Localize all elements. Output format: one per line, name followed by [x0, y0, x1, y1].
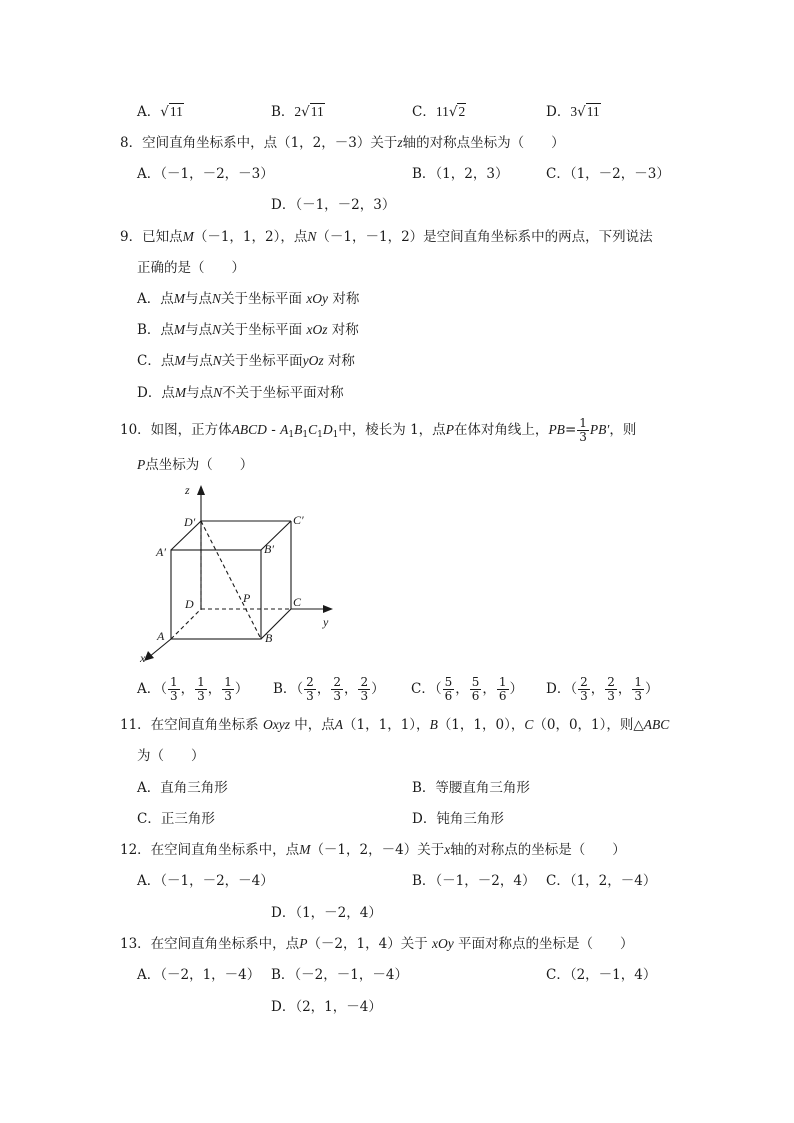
q9-option-a[interactable]: A．点M与点N关于坐标平面 xOy 对称	[137, 291, 360, 307]
label-b: B	[265, 631, 273, 645]
q7-option-b[interactable]: B．2√11	[271, 104, 324, 120]
q9-option-d[interactable]: D．点M与点N不关于坐标平面对称	[137, 385, 344, 401]
q13-option-d[interactable]: D．（2，1，－4）	[271, 999, 382, 1015]
q9-option-c[interactable]: C．点M与点N关于坐标平面yOz 对称	[137, 353, 355, 369]
q8-option-a[interactable]: A．（－1，－2，－3）	[137, 166, 274, 182]
fraction: $\frac{1}{3}$	[579, 416, 587, 444]
q7-option-d[interactable]: D．3√11	[546, 104, 600, 120]
q12-option-a[interactable]: A．（－1，－2，－4）	[137, 873, 274, 889]
q10-option-b[interactable]: B．（ $\frac{2}{3}$ ， $\frac{2}{3}$ ， $\frac{2}{3}$ ）	[273, 675, 385, 703]
q8-stem: 8．空间直角坐标系中，点（1，2，－3）关于z轴的对称点坐标为（ ）	[120, 135, 565, 151]
label-p: P	[243, 591, 251, 605]
q13-option-a[interactable]: A．（－2，1，－4）	[137, 967, 261, 983]
q13-option-c[interactable]: C．（2，－1，4）	[546, 967, 657, 983]
q11-stem: 11．在空间直角坐标系 Oxyz 中，点A（1，1，1），B（1，1，0），C（0，0，1），则△ABC	[120, 717, 670, 733]
q9-stem-line2: 正确的是（ ）	[137, 260, 245, 276]
label-x: x	[140, 651, 146, 665]
y-axis-arrow-icon	[323, 605, 333, 613]
q12-stem: 12．在空间直角坐标系中，点M（－1，2，－4）关于x轴的对称点的坐标是（ ）	[120, 842, 626, 858]
label-d: D	[185, 597, 194, 611]
q11-option-d[interactable]: D．钝角三角形	[412, 811, 504, 827]
q10-option-a[interactable]: A．（ $\frac{1}{3}$ ， $\frac{1}{3}$ ， $\frac{1}{3}$ ）	[137, 675, 249, 703]
label-a: A	[157, 629, 165, 643]
q9-option-b[interactable]: B．点M与点N关于坐标平面 xOz 对称	[137, 322, 359, 338]
q10-option-d[interactable]: D．（ $\frac{2}{3}$ ， $\frac{2}{3}$ ， $\frac{1}{3}$ ）	[546, 675, 659, 703]
body-diagonal	[201, 521, 261, 639]
label-a-prime: A′	[156, 545, 166, 559]
q11-stem-line2: 为（ ）	[137, 748, 205, 764]
q10-stem: 10．如图，正方体ABCD - $A_1B_1C_1D_1$中，棱长为 1，点P在体对角线上，PB= $\frac{1}{3}$ PB′，则	[120, 416, 637, 444]
q8-option-d[interactable]: D．（－1，－2，3）	[271, 197, 396, 213]
label-c-prime: C′	[293, 513, 304, 527]
q8-option-c[interactable]: C．（1，－2，－3）	[546, 166, 670, 182]
q7-option-a[interactable]: A．√11	[137, 104, 183, 120]
label-z: z	[185, 483, 190, 497]
q11-option-b[interactable]: B．等腰直角三角形	[412, 780, 530, 796]
q11-option-a[interactable]: A．直角三角形	[137, 780, 228, 796]
x-axis-arrow-icon	[144, 651, 154, 661]
label-y: y	[323, 615, 329, 629]
q12-option-b[interactable]: B．（－1，－2，4）	[412, 873, 536, 889]
q8-option-b[interactable]: B．（1，2，3）	[412, 166, 509, 182]
label-d-prime: D′	[184, 515, 196, 529]
q10-option-c[interactable]: C．（ $\frac{5}{6}$ ， $\frac{5}{6}$ ， $\frac{1}{6}$ ）	[411, 675, 524, 703]
q11-option-c[interactable]: C．正三角形	[137, 811, 215, 827]
cube-figure	[135, 480, 345, 670]
q12-option-d[interactable]: D．（1，－2，4）	[271, 905, 382, 921]
q13-option-b[interactable]: B．（－2，－1，－4）	[271, 967, 408, 983]
q10-stem-line2: P点坐标为（ ）	[137, 457, 254, 473]
label-c: C	[293, 595, 302, 609]
q13-stem: 13．在空间直角坐标系中，点P（－2，1，4）关于 xOy 平面对称点的坐标是（ ）	[120, 936, 634, 952]
label-b-prime: B′	[264, 542, 274, 556]
q12-option-c[interactable]: C．（1，2，－4）	[546, 873, 657, 889]
q7-option-c[interactable]: C．11√2	[412, 104, 466, 120]
z-axis-arrow-icon	[197, 485, 205, 495]
q9-stem: 9．已知点M（－1，1，2），点N（－1，－1，2）是空间直角坐标系中的两点，下列说法	[120, 229, 653, 245]
